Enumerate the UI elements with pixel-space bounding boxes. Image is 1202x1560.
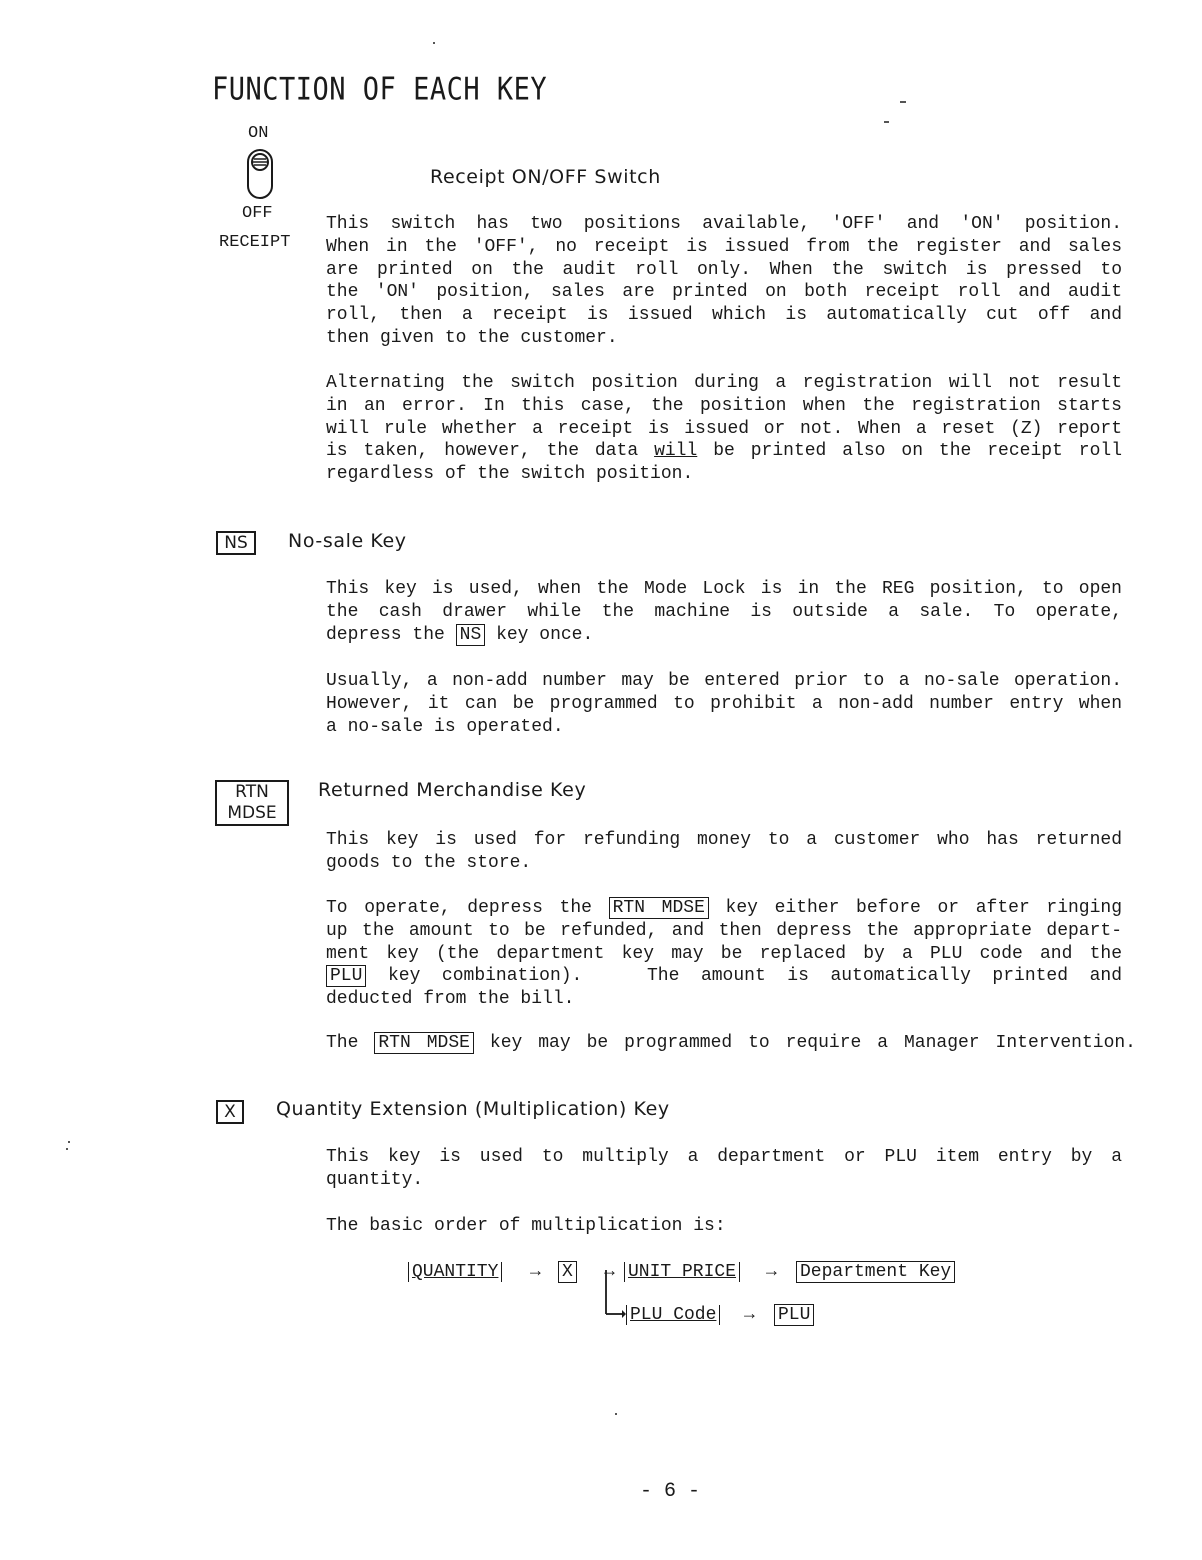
switch-off-label: OFF <box>242 204 273 223</box>
switch-on-label: ON <box>248 124 269 143</box>
flow-plu-code <box>626 1305 720 1325</box>
text-segment: key may be programmed to require a Manager Intervention. <box>489 1033 1136 1053</box>
text-line: regardless of the switch position. <box>326 464 694 485</box>
rtn-key-label: RTN <box>235 782 269 802</box>
no-sale-paragraph-1 <box>326 578 1122 646</box>
flow-quantity <box>408 1262 502 1282</box>
returned-merchandise-paragraph-3 <box>326 1032 1136 1055</box>
text-segment: be printed also on the receipt roll <box>697 441 1122 462</box>
text-segment: To operate, depress the <box>326 898 592 918</box>
text-line: quantity. <box>326 1169 424 1190</box>
text-line: goods to the store. <box>326 852 532 873</box>
flow-x-key <box>558 1262 577 1282</box>
flow-department-key <box>796 1262 955 1282</box>
department-key-inline: Department Key <box>796 1261 955 1283</box>
no-sale-paragraph-2 <box>326 670 1122 738</box>
returned-merchandise-paragraph-2 <box>326 897 1122 1011</box>
no-sale-heading: No-sale Key <box>288 530 407 552</box>
quantity-extension-heading: Quantity Extension (Multiplication) Key <box>276 1098 670 1120</box>
underlined-word: will <box>654 441 698 462</box>
text-line: the 'ON' position, sales are printed on both receipt roll and audit <box>326 282 1122 303</box>
plu-key-inline: PLU <box>326 965 366 987</box>
quantity-entry: QUANTITY <box>408 1262 502 1282</box>
returned-merchandise-paragraph-1 <box>326 829 1122 875</box>
toggle-switch-icon <box>246 148 274 205</box>
ns-key-inline: NS <box>456 624 486 646</box>
text-segment: key combination). The amount is automatically printed and <box>387 966 1122 987</box>
text-segment: depress the <box>326 624 445 645</box>
rtn-mdse-key-inline: RTN MDSE <box>374 1032 474 1054</box>
rtn-mdse-key-inline: RTN MDSE <box>609 897 709 919</box>
text-line <box>326 440 1122 463</box>
flow-arrow: → <box>604 1262 615 1282</box>
plu-key-inline: PLU <box>774 1304 814 1326</box>
scan-speck <box>900 101 906 103</box>
scan-speck <box>884 121 889 123</box>
x-key-icon: X <box>216 1100 244 1124</box>
unit-price-entry: UNIT PRICE <box>624 1262 740 1282</box>
x-key-inline: X <box>558 1261 577 1283</box>
quantity-extension-paragraph-2 <box>326 1215 1122 1238</box>
text-line: are printed on the audit roll only. When the switch is pressed to <box>326 259 1122 280</box>
text-line: ment key (the department key may be replaced by a PLU code and the <box>326 943 1122 964</box>
text-line: This key is used, when the Mode Lock is in the REG position, to open <box>326 579 1122 599</box>
text-line: Usually, a non-add number may be entered prior to a no-sale operation. <box>326 671 1122 691</box>
quantity-extension-paragraph-1 <box>326 1146 1122 1192</box>
flow-branch-line <box>600 1268 626 1327</box>
text-line: This key is used to multiply a department or PLU item entry by a <box>326 1147 1122 1167</box>
text-line <box>326 965 1122 988</box>
mdse-key-label: MDSE <box>227 803 277 823</box>
text-line: in an error. In this case, the position when the registration starts <box>326 395 1122 416</box>
text-segment: is taken, however, the data <box>326 441 655 462</box>
scan-speck <box>615 1413 617 1415</box>
receipt-switch-paragraph-1 <box>326 213 1122 350</box>
text-segment: The <box>326 1033 359 1053</box>
text-line: deducted from the bill. <box>326 989 575 1010</box>
text-line: will rule whether a receipt is issued or not. When a reset (Z) report <box>326 418 1122 439</box>
switch-name-label: RECEIPT <box>219 233 291 252</box>
flow-arrow: → <box>766 1262 777 1282</box>
plu-code-entry: PLU Code <box>626 1305 720 1325</box>
text-line: However, it can be programmed to prohibit a non-add number entry when <box>326 693 1122 714</box>
text-segment: key once. <box>496 624 594 645</box>
flow-arrow: → <box>744 1305 755 1325</box>
receipt-switch-heading: Receipt ON/OFF Switch <box>430 166 661 188</box>
scan-speck <box>66 1148 68 1150</box>
text-line: This key is used for refunding money to a customer who has returned <box>326 830 1122 850</box>
scan-speck <box>433 42 435 44</box>
ns-key-icon: NS <box>216 531 256 555</box>
text-line: then given to the customer. <box>326 327 618 348</box>
scan-speck <box>68 1141 70 1143</box>
page-title: FUNCTION OF EACH KEY <box>212 72 548 108</box>
text-line: The basic order of multiplication is: <box>326 1216 726 1236</box>
rtn-mdse-key-icon <box>215 780 289 826</box>
text-line <box>326 1032 1136 1055</box>
text-line: the cash drawer while the machine is outside a sale. To operate, <box>326 601 1122 622</box>
page-number: - 6 - <box>640 1480 701 1503</box>
text-line: Alternating the switch position during a registration will not result <box>326 373 1122 393</box>
receipt-switch-paragraph-2 <box>326 372 1122 486</box>
flow-arrow: → <box>530 1262 541 1282</box>
text-line: a no-sale is operated. <box>326 716 564 737</box>
returned-merchandise-heading: Returned Merchandise Key <box>318 779 587 801</box>
text-line <box>326 897 1122 920</box>
text-line: roll, then a receipt is issued which is automatically cut off and <box>326 305 1122 326</box>
text-line <box>326 624 1122 647</box>
flow-plu-key <box>774 1305 814 1325</box>
flow-unit-price <box>624 1262 740 1282</box>
text-line: This switch has two positions available, 'OFF' and 'ON' position. <box>326 214 1122 234</box>
text-line: up the amount to be refunded, and then depress the appropriate depart- <box>326 920 1122 941</box>
text-line: When in the 'OFF', no receipt is issued from the register and sales <box>326 236 1122 257</box>
text-segment: key either before or after ringing <box>725 898 1123 918</box>
